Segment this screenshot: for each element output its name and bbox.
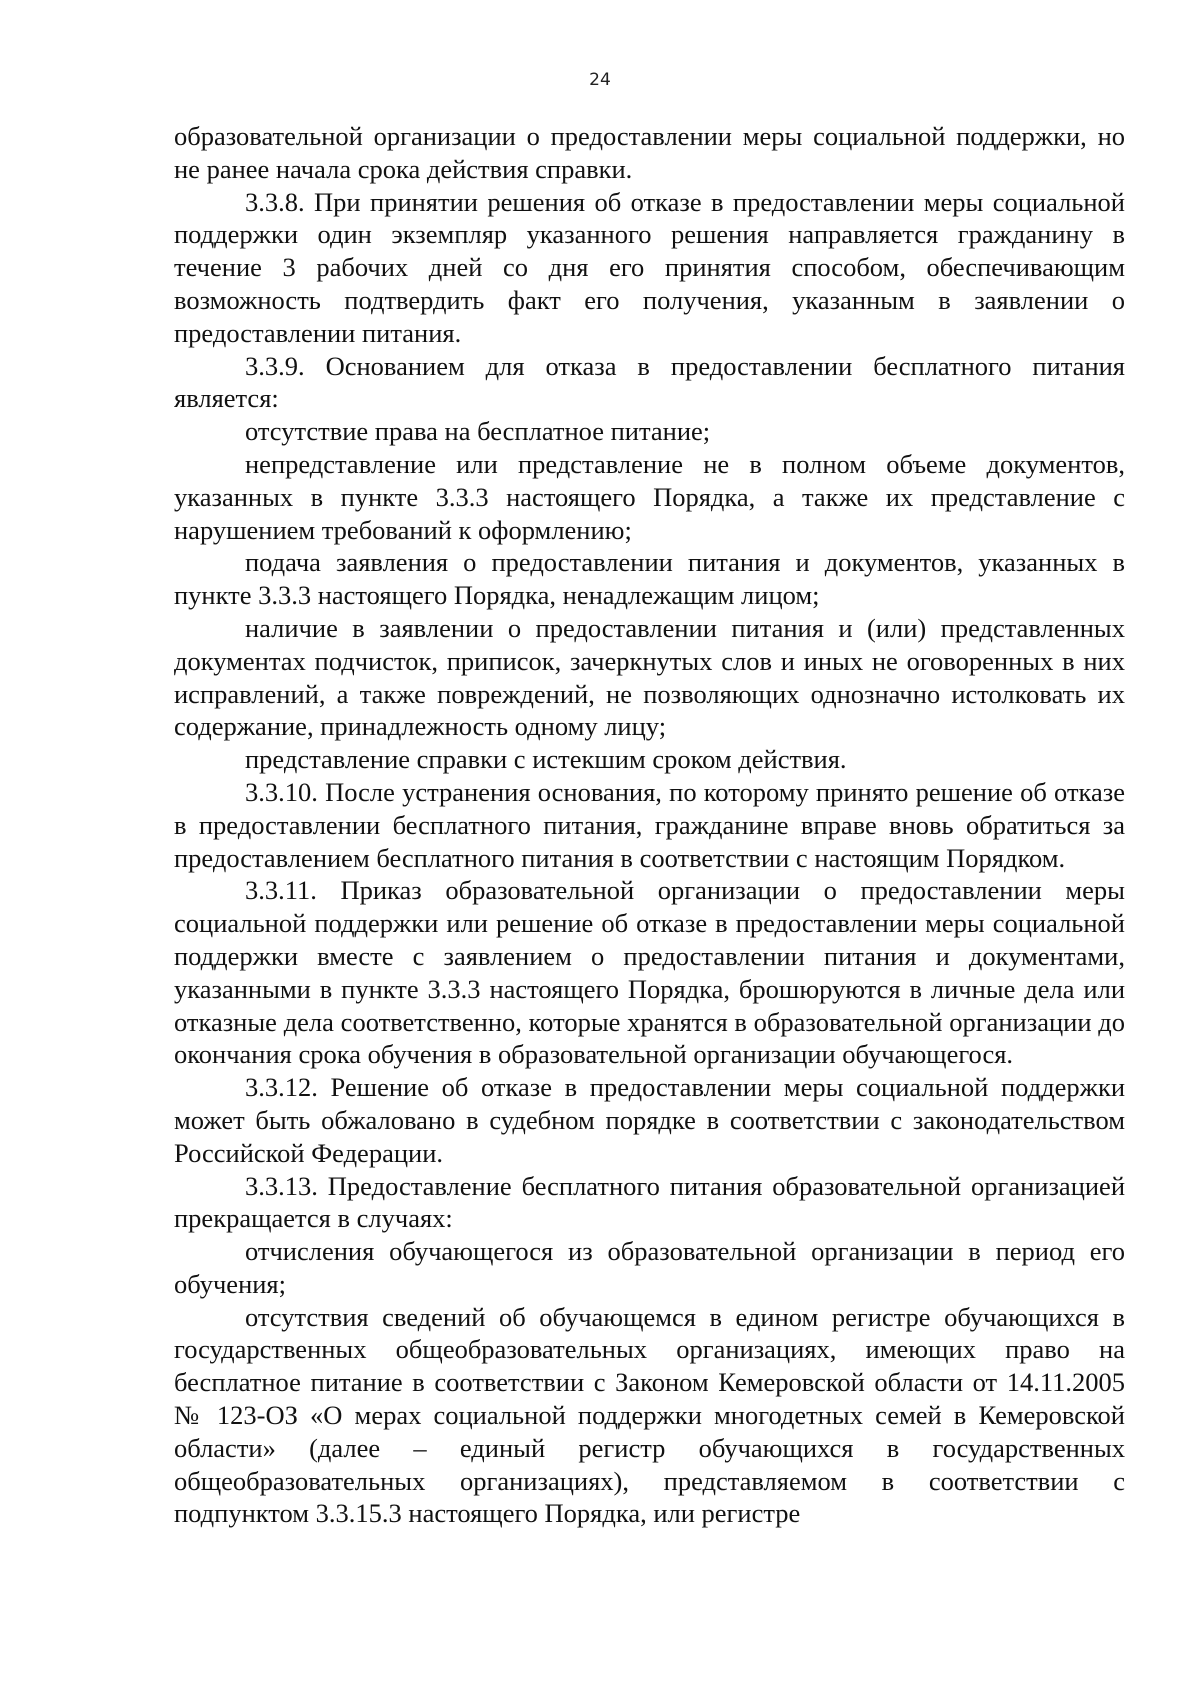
- list-item-improper-person: подача заявления о предоставлении питания и документов, указанных в пункте 3.3.3 настоящего Порядка, ненадлежащим лицом;: [174, 547, 1125, 611]
- list-item-incomplete-documents: непредставление или представление не в полном объеме документов, указанных в пункте 3.3.3 настоящего Порядка, а также их представление с нарушением требований к оформлению;: [174, 448, 1125, 545]
- paragraph-3-3-9: 3.3.9. Основанием для отказа в предоставлении бесплатного питания является:: [174, 350, 1125, 414]
- paragraph-3-3-8: 3.3.8. При принятии решения об отказе в предоставлении меры социальной поддержки один экземпляр указанного решения направляется гражданину в течение 3 рабочих дней со дня его принятия способом, обеспечивающим возможность подтвердить факт его получения, указанным в заявлении о предоставлении питания.: [174, 186, 1125, 348]
- paragraph-3-3-12: 3.3.12. Решение об отказе в предоставлении меры социальной поддержки может быть обжаловано в судебном порядке в соответствии с законодательством Российской Федерации.: [174, 1072, 1125, 1168]
- paragraph-3-3-11: 3.3.11. Приказ образовательной организации о предоставлении меры социальной поддержки или решение об отказе в предоставлении меры социальной поддержки вместе с заявлением о предоставлении питания и документами, указанными в пункте 3.3.3 настоящего Порядка, брошюруются в личные дела или отказные дела соответственно, которые хранятся в образовательной организации до окончания срока обучения в образовательной организации обучающегося.: [174, 875, 1125, 1070]
- list-item-expulsion: отчисления обучающегося из образовательной организации в период его обучения;: [174, 1236, 1125, 1299]
- paragraph-3-3-10: 3.3.10. После устранения основания, по которому принято решение об отказе в предоставлении бесплатного питания, гражданине вправе вновь обратиться за предоставлением бесплатного питания в соответствии с настоящим Порядком.: [174, 776, 1125, 873]
- paragraph-continuation: образовательной организации о предоставлении меры социальной поддержки, но не ранее начала срока действия справки.: [174, 121, 1125, 184]
- list-item-corrections: наличие в заявлении о предоставлении питания и (или) представленных документах подчисток, приписок, зачеркнутых слов и иных не оговоренных в них исправлений, а также повреждений, не позволяющих однозначно истолковать их содержание, принадлежность одному лицу;: [174, 612, 1125, 742]
- list-item-no-right: отсутствие права на бесплатное питание;: [245, 416, 711, 447]
- list-item-expired-certificate: представление справки с истекшим сроком действия.: [245, 744, 847, 775]
- paragraph-3-3-13: 3.3.13. Предоставление бесплатного питания образовательной организацией прекращается в случаях:: [174, 1170, 1125, 1234]
- document-body: [174, 120, 1125, 1530]
- list-item-no-registry-data: отсутствия сведений об обучающемся в едином регистре обучающихся в государственных общеобразовательных организациях, имеющих право на бесплатное питание в соответствии с Законом Кемеровской области от 14.11.2005 № 123-ОЗ «О мерах социальной поддержки многодетных семей в Кемеровской области» (далее – единый регистр обучающихся в государственных общеобразовательных организациях), представляемом в соответствии с подпунктом 3.3.15.3 настоящего Порядка, или регистре: [174, 1301, 1125, 1529]
- page-number: 24: [589, 70, 611, 90]
